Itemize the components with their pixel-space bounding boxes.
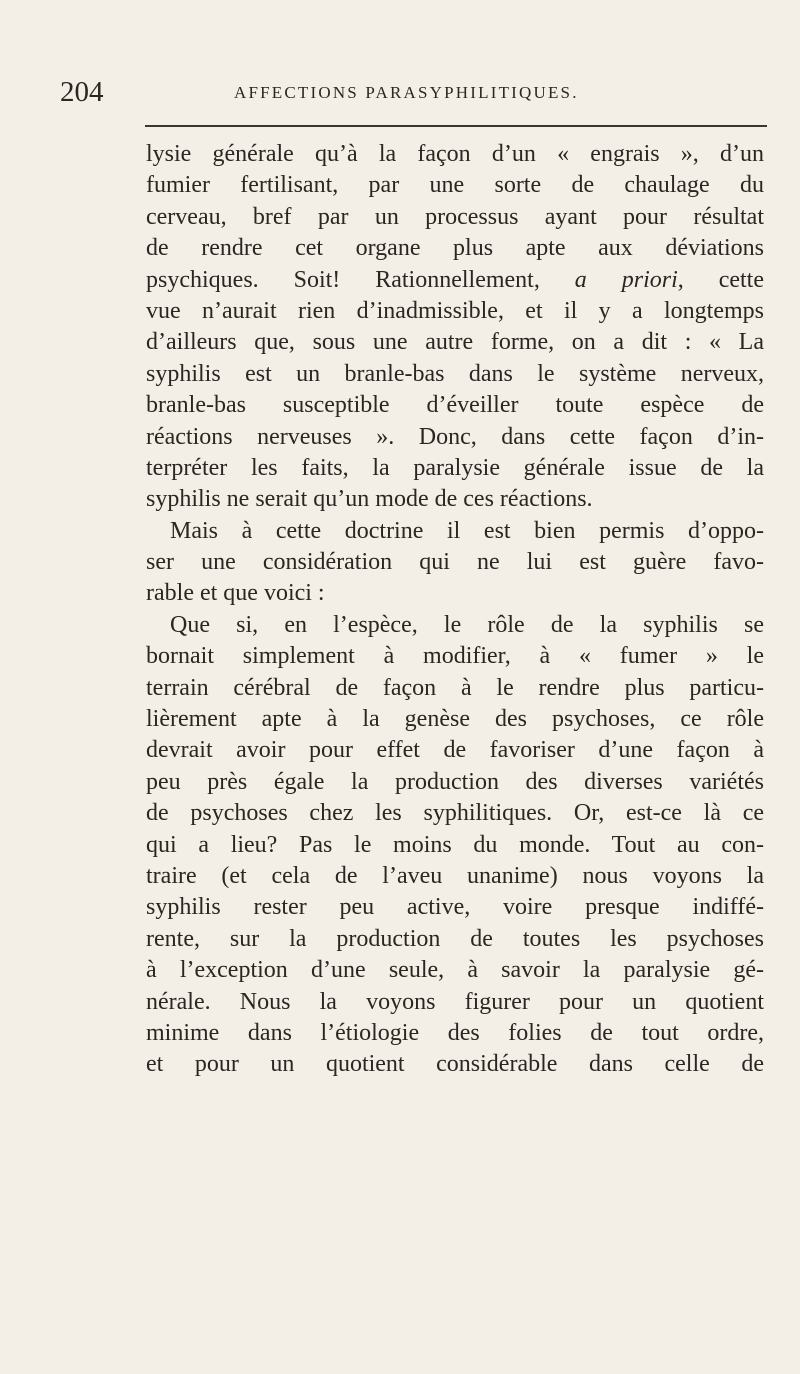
text-line: terrain cérébral de façon à le rendre plus particu- (146, 674, 764, 701)
page-header (60, 74, 760, 114)
text-line: réactions nerveuses ». Donc, dans cette façon d’in- (146, 423, 764, 450)
text-line: à l’exception d’une seule, à savoir la paralysie gé- (146, 957, 764, 984)
text-line: vue n’aurait rien d’inadmissible, et il y a longtemps (146, 297, 764, 324)
text-line: d’ailleurs que, sous une autre forme, on a dit : « La (146, 329, 764, 356)
text-line: lysie générale qu’à la façon d’un « engrais », d’un (146, 141, 764, 167)
text-line: lièrement apte à la genèse des psychoses, ce rôle (146, 706, 764, 733)
text-line: fumier fertilisant, par une sorte de chaulage du (146, 172, 764, 199)
text-line: ser une considération qui ne lui est guère favo- (146, 549, 764, 576)
header-rule (145, 125, 767, 127)
text-line: de rendre cet organe plus apte aux déviations (146, 235, 764, 262)
text-line: Mais à cette doctrine il est bien permis d’oppo- (170, 517, 764, 544)
text-line: syphilis rester peu active, voire presque indiffé- (146, 894, 764, 921)
text-line: rable et que voici : (146, 580, 325, 607)
text-line: cerveau, bref par un processus ayant pour résultat (146, 203, 764, 230)
text-line (146, 265, 764, 296)
text-line: peu près égale la production des diverses variétés (146, 768, 764, 795)
text-line: minime dans l’étiologie des folies de tout ordre, (146, 1019, 764, 1046)
text-line: branle-bas susceptible d’éveiller toute espèce de (146, 392, 764, 419)
text-line: Que si, en l’espèce, le rôle de la syphilis se (170, 611, 764, 638)
text-segment: psychiques. Soit! Rationnellement, (146, 266, 575, 293)
text-line: et pour un quotient considérable dans celle de (146, 1051, 764, 1078)
running-title: AFFECTIONS PARASYPHILITIQUES. (234, 83, 579, 102)
text-line: syphilis est un branle-bas dans le système nerveux, (146, 360, 764, 387)
text-line: devrait avoir pour effet de favoriser d’une façon à (146, 737, 764, 764)
body-text (146, 139, 764, 1081)
text-line: traire (et cela de l’aveu unanime) nous voyons la (146, 862, 764, 889)
italic-a-priori: a priori (574, 266, 678, 293)
text-line: rente, sur la production de toutes les psychoses (146, 925, 764, 952)
text-line: nérale. Nous la voyons figurer pour un quotient (146, 988, 764, 1015)
text-line: syphilis ne serait qu’un mode de ces réactions. (146, 486, 593, 513)
text-line: de psychoses chez les syphilitiques. Or, est-ce là ce (146, 800, 764, 827)
text-line: terpréter les faits, la paralysie générale issue de la (146, 454, 764, 481)
text-line: bornait simplement à modifier, à « fumer » le (146, 643, 764, 670)
text-line: qui a lieu? Pas le moins du monde. Tout au con- (146, 831, 764, 858)
text-segment: , cette (677, 266, 765, 293)
page-number: 204 (60, 76, 104, 108)
